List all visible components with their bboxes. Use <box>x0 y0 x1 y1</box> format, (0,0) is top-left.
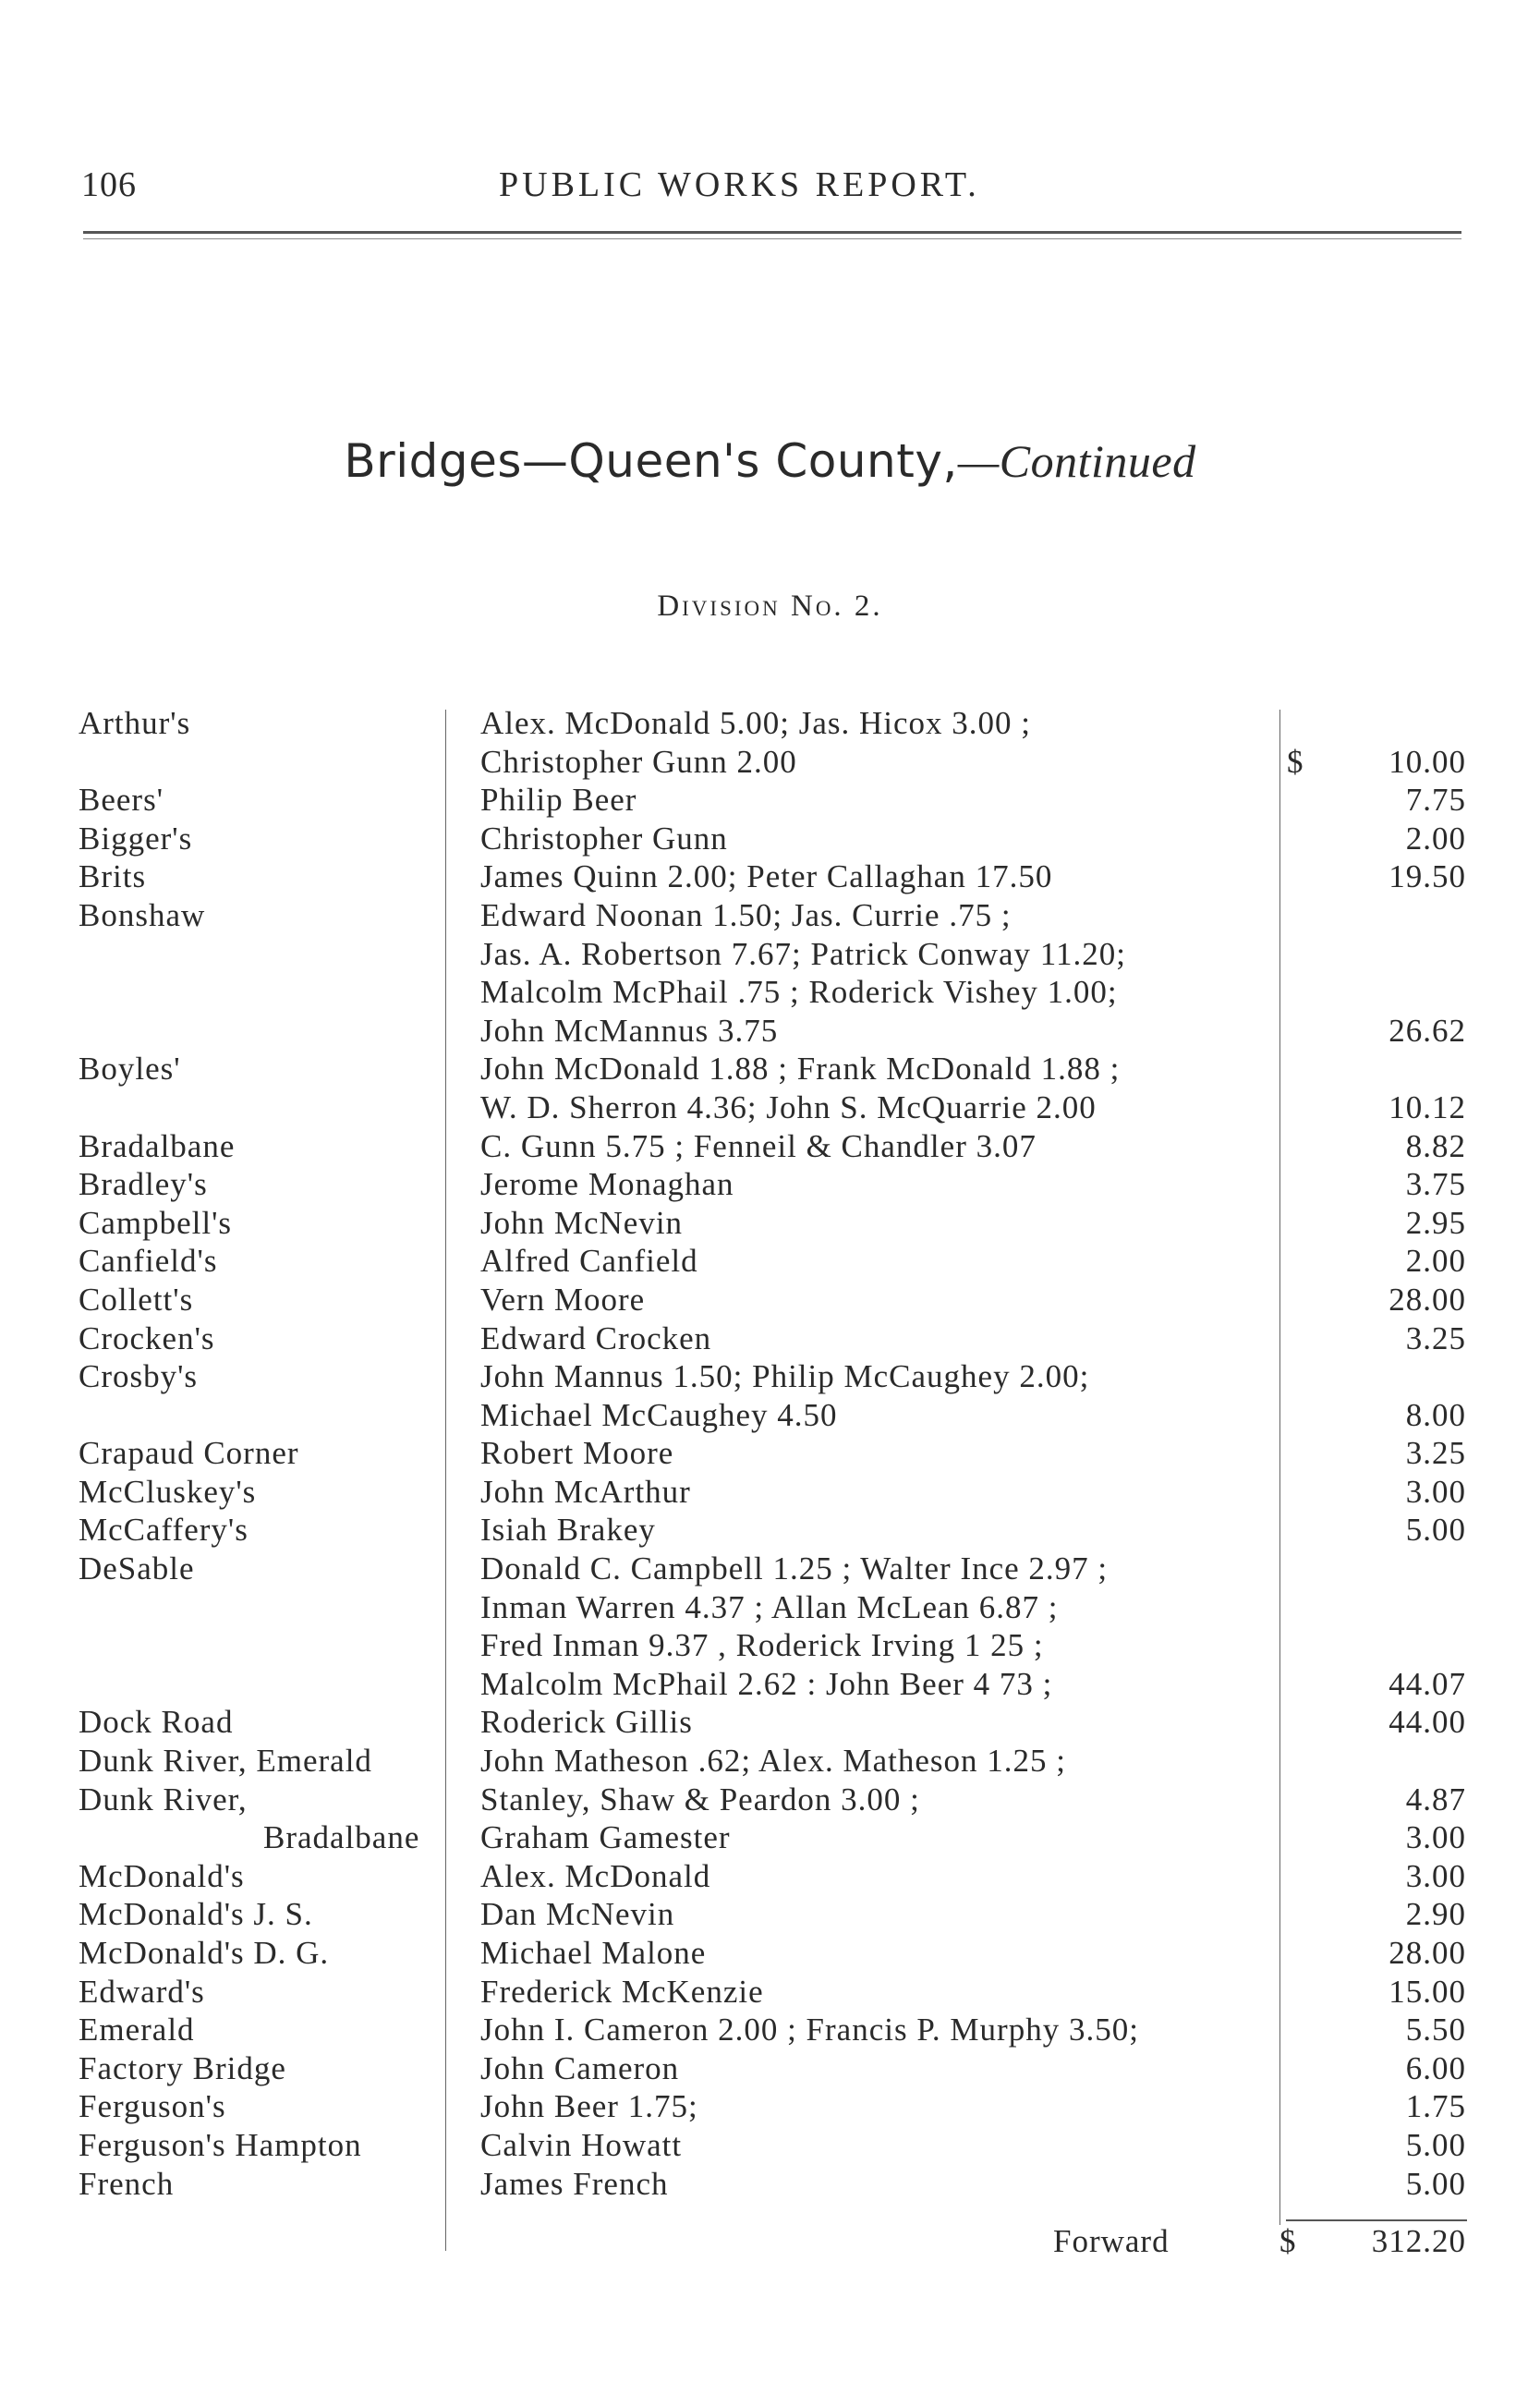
bridge-name: Bradalbane <box>263 1819 420 1856</box>
forward-label: Forward <box>1053 2223 1170 2259</box>
total-rule <box>1286 2219 1467 2221</box>
amount-value: 3.25 <box>1405 1435 1466 1472</box>
payees-text: Robert Moore <box>480 1435 674 1472</box>
ledger-row <box>0 1742 1540 1781</box>
payees-text: Jas. A. Robertson 7.67; Patrick Conway 11.20; <box>480 935 1126 972</box>
payees-text: Alex. McDonald 5.00; Jas. Hicox 3.00 ; <box>480 705 1031 741</box>
ledger-row <box>0 1012 1540 1051</box>
payees-text: Michael Malone <box>480 1935 707 1971</box>
ledger-row <box>0 2011 1540 2049</box>
ledger-row <box>0 1281 1540 1319</box>
payees-text: Donald C. Campbell 1.25 ; Walter Ince 2.97 ; <box>480 1550 1109 1587</box>
amount-value: 3.75 <box>1405 1166 1466 1203</box>
ledger-row <box>0 973 1540 1012</box>
payees-text: John Cameron <box>480 2049 680 2086</box>
ledger-row <box>0 1319 1540 1358</box>
payees-text: James Quinn 2.00; Peter Callaghan 17.50 <box>480 858 1053 895</box>
amount-value: 28.00 <box>1388 1281 1466 1318</box>
section-title-continued: —Continued <box>957 435 1196 487</box>
amount-value: 6.00 <box>1405 2049 1466 2086</box>
ledger-row <box>0 1088 1540 1127</box>
bridge-name: Bradley's <box>79 1166 208 1203</box>
amount-value: 44.07 <box>1388 1665 1466 1702</box>
amount-value: 2.90 <box>1405 1896 1466 1933</box>
bridge-name: Emerald <box>79 2012 195 2048</box>
payees-text: John Beer 1.75; <box>480 2088 698 2125</box>
forward-amount: 312.20 <box>1371 2223 1466 2259</box>
bridge-name: Crosby's <box>79 1358 199 1395</box>
bridge-name: McCaffery's <box>79 1512 249 1549</box>
division-heading: Division No. 2. <box>657 590 883 623</box>
amount-value: 5.00 <box>1405 2165 1466 2202</box>
amount-value: 5.50 <box>1405 2012 1466 2048</box>
bridge-name: Arthur's <box>79 705 191 741</box>
bridge-name: Brits <box>79 858 147 895</box>
payees-text: Fred Inman 9.37 , Roderick Irving 1 25 ; <box>480 1627 1044 1664</box>
payees-text: John McNevin <box>480 1204 684 1241</box>
amount-value: 8.00 <box>1405 1396 1466 1433</box>
payees-text: Isiah Brakey <box>480 1512 656 1549</box>
ledger-row <box>0 1588 1540 1627</box>
amount-value: 1.75 <box>1405 2088 1466 2125</box>
ledger-row <box>0 781 1540 820</box>
payees-text: W. D. Sherron 4.36; John S. McQuarrie 2.00 <box>480 1088 1097 1125</box>
amount-value: 2.00 <box>1405 820 1466 857</box>
bridge-name: McDonald's D. G. <box>79 1935 330 1971</box>
ledger-row <box>0 1357 1540 1396</box>
ledger-row <box>0 704 1540 743</box>
bridge-name: Collett's <box>79 1281 194 1318</box>
amount-value: 15.00 <box>1388 1973 1466 2010</box>
payees-text: Christopher Gunn <box>480 820 728 857</box>
ledger-row <box>0 743 1540 782</box>
ledger-row <box>0 1857 1540 1896</box>
page-number: 106 <box>81 165 137 204</box>
ledger-row <box>0 2087 1540 2126</box>
payees-text: John McArthur <box>480 1473 691 1510</box>
ledger-row <box>0 1473 1540 1512</box>
bridge-name: Boyles' <box>79 1051 181 1088</box>
ledger-row <box>0 2165 1540 2204</box>
amount-value: 8.82 <box>1405 1127 1466 1164</box>
payees-text: Alex. McDonald <box>480 1857 711 1894</box>
payees-text: Stanley, Shaw & Peardon 3.00 ; <box>480 1781 920 1817</box>
ledger-row <box>0 1895 1540 1934</box>
ledger-row <box>0 1665 1540 1704</box>
ledger-row <box>0 1127 1540 1166</box>
payees-text: John McDonald 1.88 ; Frank McDonald 1.88 ; <box>480 1051 1121 1088</box>
ledger-row <box>0 935 1540 974</box>
header-rule <box>83 231 1461 234</box>
ledger-table <box>0 704 1540 2203</box>
payees-text: James French <box>480 2165 669 2202</box>
ledger-row <box>0 1626 1540 1665</box>
bridge-name: Campbell's <box>79 1204 233 1241</box>
bridge-name: French <box>79 2165 175 2202</box>
ledger-row <box>0 1511 1540 1550</box>
payees-text: Malcolm McPhail .75 ; Roderick Vishey 1.00; <box>480 974 1118 1011</box>
bridge-name: Crocken's <box>79 1319 215 1356</box>
amount-value: 44.00 <box>1388 1704 1466 1741</box>
payees-text: Inman Warren 4.37 ; Allan McLean 6.87 ; <box>480 1588 1059 1625</box>
amount-value: 3.00 <box>1405 1819 1466 1856</box>
payees-text: Vern Moore <box>480 1281 646 1318</box>
ledger-row <box>0 1934 1540 1973</box>
forward-row <box>0 2223 1540 2269</box>
payees-text: Edward Noonan 1.50; Jas. Currie .75 ; <box>480 896 1012 933</box>
payees-text: Philip Beer <box>480 782 637 819</box>
ledger-row <box>0 1550 1540 1588</box>
amount-value: 3.00 <box>1405 1473 1466 1510</box>
bridge-name: Dock Road <box>79 1704 234 1741</box>
payees-text: Dan McNevin <box>480 1896 675 1933</box>
bridge-name: McDonald's <box>79 1857 245 1894</box>
section-title <box>0 434 1540 488</box>
payees-text: Frederick McKenzie <box>480 1973 764 2010</box>
ledger-row <box>0 1434 1540 1473</box>
ledger-row <box>0 1703 1540 1742</box>
dollar-sign: $ <box>1287 743 1304 780</box>
bridge-name: Ferguson's <box>79 2088 226 2125</box>
payees-text: Alfred Canfield <box>480 1243 698 1280</box>
payees-text: John McMannus 3.75 <box>480 1012 779 1049</box>
amount-value: 26.62 <box>1388 1012 1466 1049</box>
amount-value: 7.75 <box>1405 782 1466 819</box>
ledger-row <box>0 820 1540 858</box>
amount-value: 19.50 <box>1388 858 1466 895</box>
payees-text: Christopher Gunn 2.00 <box>480 743 797 780</box>
ledger-row <box>0 1204 1540 1243</box>
running-head: PUBLIC WORKS REPORT. <box>499 165 980 204</box>
payees-text: Edward Crocken <box>480 1319 712 1356</box>
bridge-name: Bonshaw <box>79 896 206 933</box>
bridge-name: Dunk River, Emerald <box>79 1743 372 1780</box>
bridge-name: Beers' <box>79 782 164 819</box>
bridge-name: McDonald's J. S. <box>79 1896 313 1933</box>
ledger-row <box>0 1973 1540 2012</box>
payees-text: C. Gunn 5.75 ; Fenneil & Chandler 3.07 <box>480 1127 1037 1164</box>
payees-text: Malcolm McPhail 2.62 : John Beer 4 73 ; <box>480 1665 1053 1702</box>
amount-value: 5.00 <box>1405 1512 1466 1549</box>
amount-value: 10.12 <box>1388 1088 1466 1125</box>
bridge-name: Ferguson's Hampton <box>79 2126 362 2163</box>
ledger-row <box>0 1050 1540 1088</box>
bridge-name: Edward's <box>79 1973 205 2010</box>
ledger-row <box>0 1242 1540 1281</box>
ledger-row <box>0 2049 1540 2088</box>
forward-dollar-sign: $ <box>1279 2223 1296 2259</box>
payees-text: John I. Cameron 2.00 ; Francis P. Murphy 3.50; <box>480 2012 1139 2048</box>
amount-value: 5.00 <box>1405 2126 1466 2163</box>
bridge-name: Dunk River, <box>79 1781 248 1817</box>
section-title-text: Bridges—Queen's County, <box>344 434 958 488</box>
payees-text: Calvin Howatt <box>480 2126 683 2163</box>
bridge-name: Bradalbane <box>79 1127 236 1164</box>
amount-value: 2.00 <box>1405 1243 1466 1280</box>
amount-value: 28.00 <box>1388 1935 1466 1971</box>
ledger-row <box>0 1781 1540 1819</box>
ledger-row <box>0 896 1540 935</box>
ledger-row <box>0 2126 1540 2165</box>
payees-text: Graham Gamester <box>480 1819 731 1856</box>
payees-text: John Mannus 1.50; Philip McCaughey 2.00; <box>480 1358 1090 1395</box>
amount-value: 2.95 <box>1405 1204 1466 1241</box>
bridge-name: Crapaud Corner <box>79 1435 299 1472</box>
amount-value: 3.00 <box>1405 1857 1466 1894</box>
ledger-row <box>0 1818 1540 1857</box>
bridge-name: Bigger's <box>79 820 193 857</box>
payees-text: Roderick Gillis <box>480 1704 693 1741</box>
ledger-row <box>0 1396 1540 1435</box>
bridge-name: McCluskey's <box>79 1473 257 1510</box>
bridge-name: Canfield's <box>79 1243 218 1280</box>
header-rule-thin <box>83 238 1461 239</box>
bridge-name: Factory Bridge <box>79 2049 286 2086</box>
ledger-row <box>0 857 1540 896</box>
payees-text: John Matheson .62; Alex. Matheson 1.25 ; <box>480 1743 1066 1780</box>
amount-value: 3.25 <box>1405 1319 1466 1356</box>
payees-text: Michael McCaughey 4.50 <box>480 1396 838 1433</box>
ledger-row <box>0 1165 1540 1204</box>
amount-value: 10.00 <box>1388 743 1466 780</box>
payees-text: Jerome Monaghan <box>480 1166 734 1203</box>
amount-value: 4.87 <box>1405 1781 1466 1817</box>
bridge-name: DeSable <box>79 1550 195 1587</box>
